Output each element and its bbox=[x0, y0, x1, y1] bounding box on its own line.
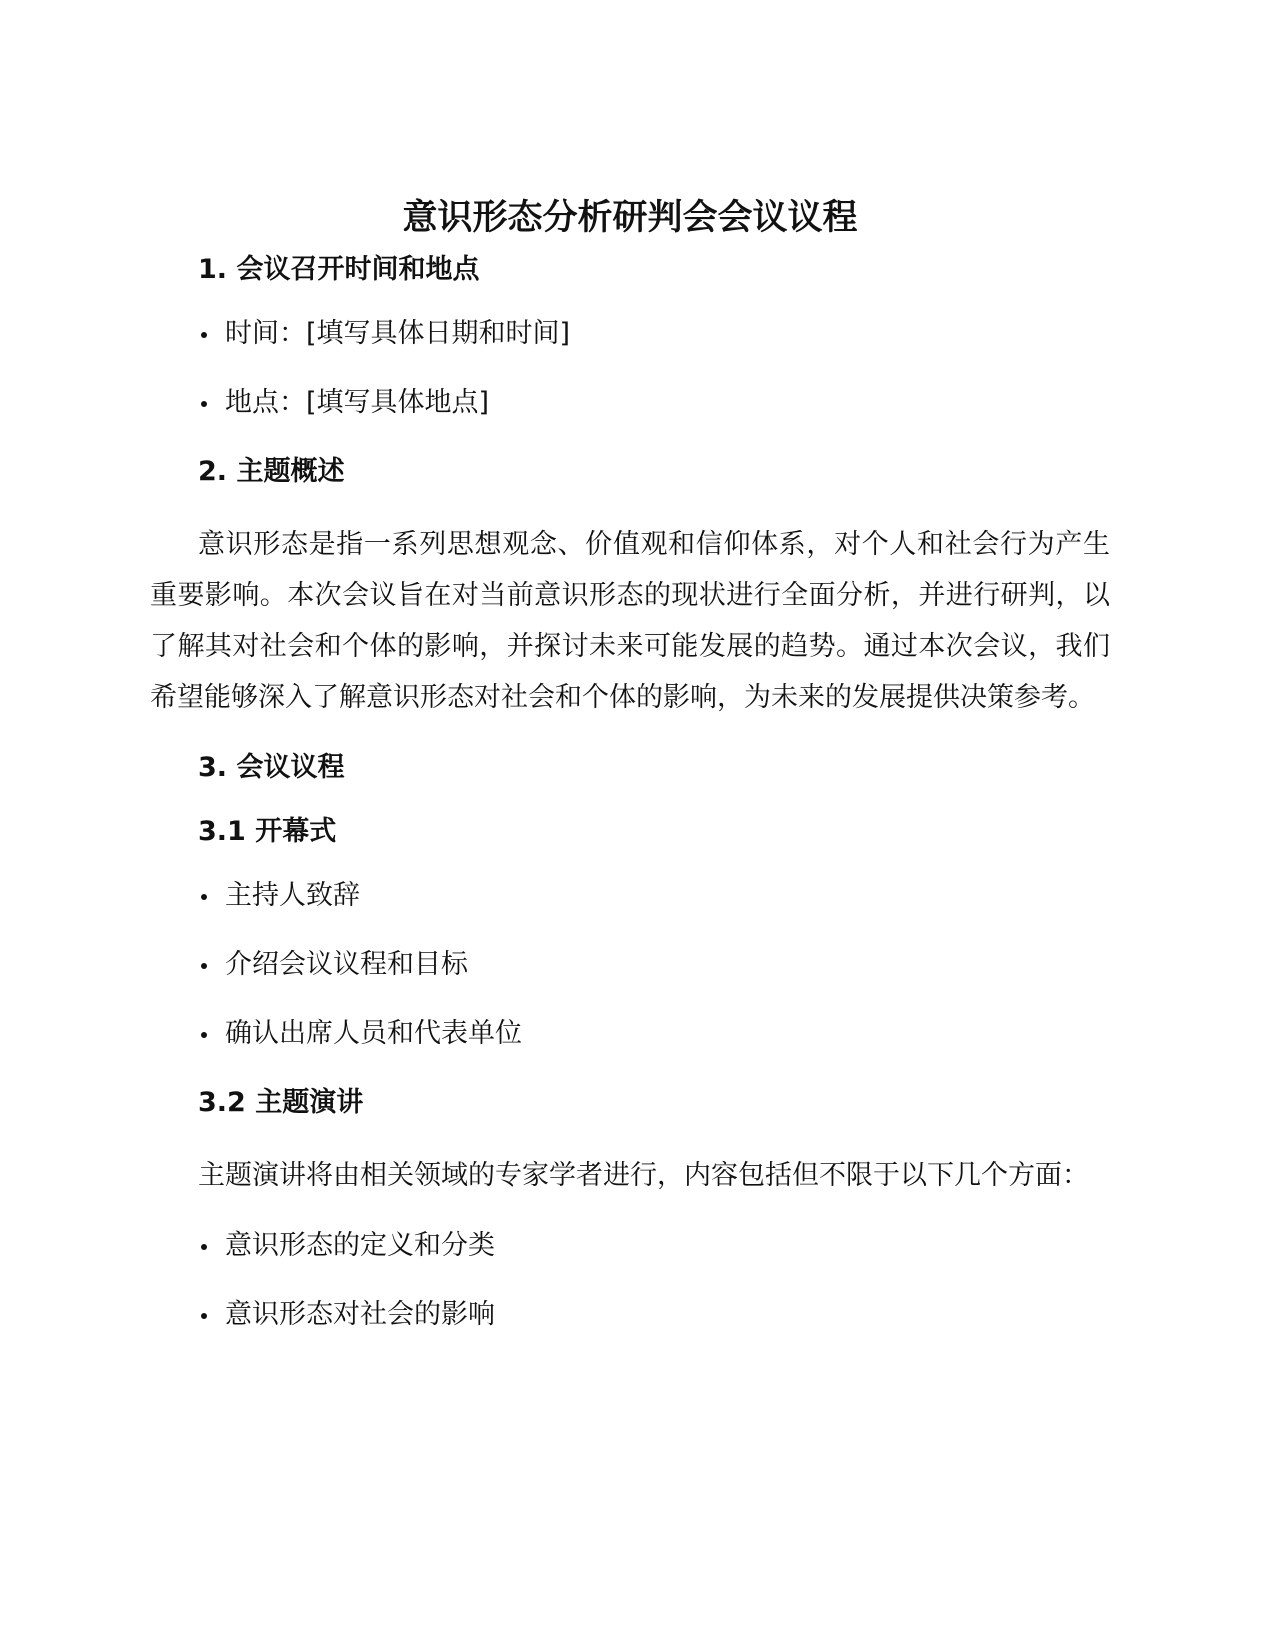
list-item-text: 地点：[填写具体地点] bbox=[225, 387, 490, 418]
time-place-list bbox=[150, 317, 1110, 420]
bullet-icon bbox=[201, 332, 207, 338]
list-item bbox=[150, 1298, 1110, 1332]
keynote-paragraph: 主题演讲将由相关领域的专家学者进行，内容包括但不限于以下几个方面： bbox=[198, 1160, 1089, 1191]
bullet-icon bbox=[201, 1313, 207, 1319]
list-item bbox=[150, 1017, 1110, 1051]
list-item-text: 确认出席人员和代表单位 bbox=[225, 1018, 522, 1049]
document-page bbox=[150, 195, 1110, 1367]
bullet-icon bbox=[201, 401, 207, 407]
list-item-text: 意识形态的定义和分类 bbox=[225, 1230, 495, 1261]
bullet-icon bbox=[201, 963, 207, 969]
keynote-list bbox=[150, 1229, 1110, 1332]
section-heading-time-place: 1. 会议召开时间和地点 bbox=[198, 254, 480, 285]
list-item-text: 主持人致辞 bbox=[225, 880, 360, 911]
list-item-text: 意识形态对社会的影响 bbox=[225, 1299, 495, 1330]
opening-list bbox=[150, 879, 1110, 1051]
bullet-icon bbox=[201, 894, 207, 900]
document-title: 意识形态分析研判会会议议程 bbox=[402, 198, 858, 238]
list-item bbox=[150, 317, 1110, 351]
list-item bbox=[150, 948, 1110, 982]
list-item bbox=[150, 1229, 1110, 1263]
list-item-text: 时间：[填写具体日期和时间] bbox=[225, 318, 571, 349]
subsection-heading-keynote: 3.2 主题演讲 bbox=[198, 1087, 364, 1118]
section-heading-agenda: 3. 会议议程 bbox=[198, 752, 345, 783]
overview-paragraph: 意识形态是指一系列思想观念、价值观和信仰体系，对个人和社会行为产生重要影响。本次会议旨在对当前意识形态的现状进行全面分析，并进行研判，以了解其对社会和个体的影响，并探讨未来可能发展的趋势。通过本次会议，我们希望能够深入了解意识形态对社会和个体的影响，为未来的发展提供决策参考。 bbox=[150, 529, 1110, 713]
section-heading-overview: 2. 主题概述 bbox=[198, 456, 345, 487]
list-item bbox=[150, 386, 1110, 420]
subsection-heading-opening: 3.1 开幕式 bbox=[198, 816, 337, 847]
bullet-icon bbox=[201, 1244, 207, 1250]
list-item-text: 介绍会议议程和目标 bbox=[225, 949, 468, 980]
bullet-icon bbox=[201, 1032, 207, 1038]
list-item bbox=[150, 879, 1110, 913]
